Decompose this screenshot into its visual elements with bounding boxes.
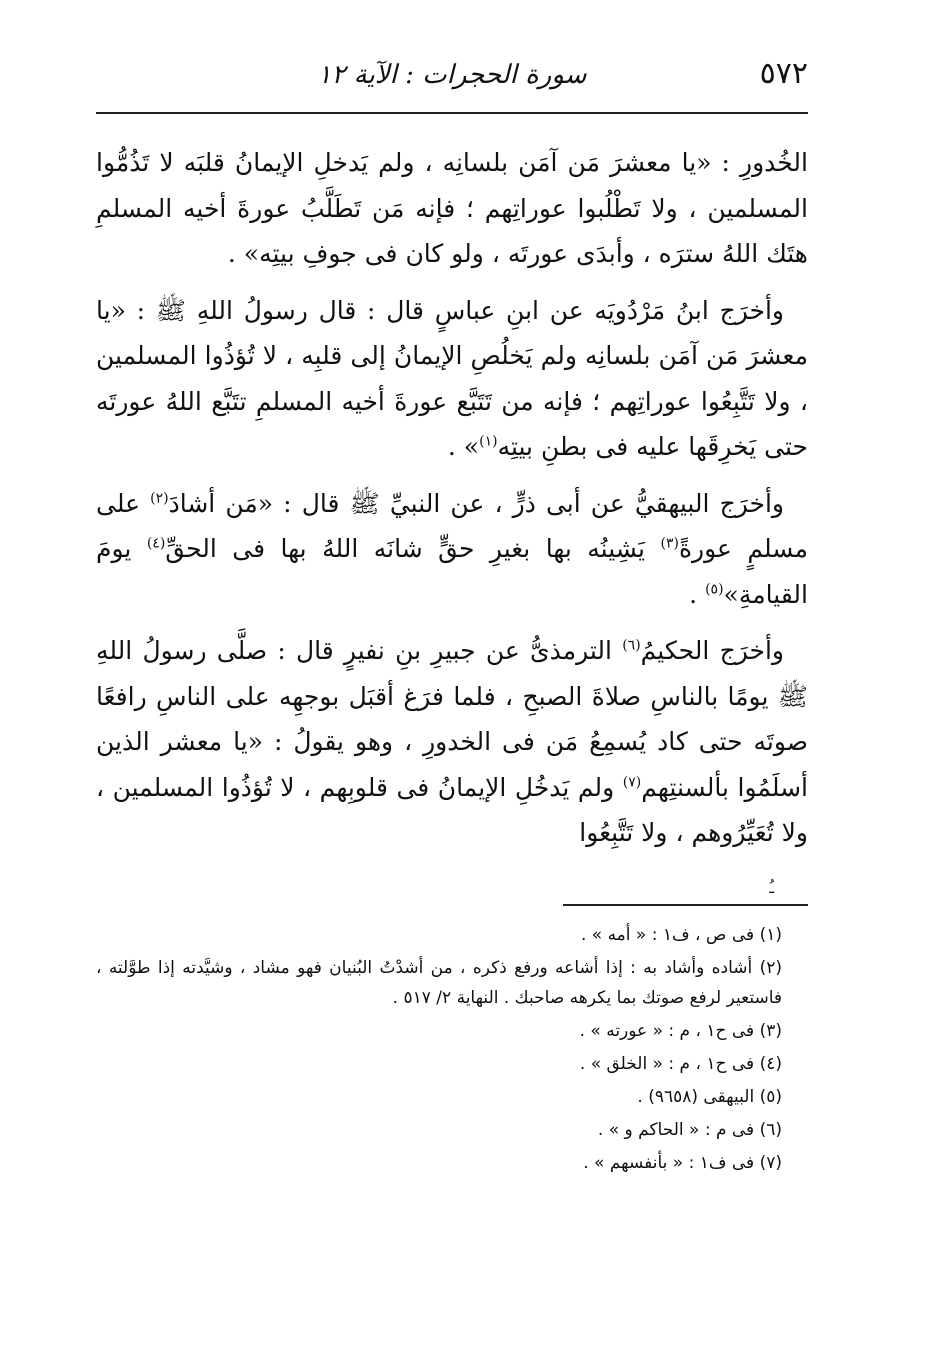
- footnote-marker-7[interactable]: (٧): [622, 774, 642, 791]
- footnote-marker-6[interactable]: (٦): [622, 637, 641, 654]
- paragraph-3-text-2: على مسلمٍ عورةً: [96, 488, 808, 563]
- main-text: [96, 140, 808, 867]
- footnote-marker-3[interactable]: (٣): [660, 535, 679, 552]
- paragraph-4: [96, 628, 808, 856]
- footnote-marker-4[interactable]: (٤): [146, 535, 166, 552]
- header-rule: [96, 112, 808, 114]
- footnote-4: (٤) فى ح١ ، م : « الخلق » .: [579, 1054, 782, 1074]
- paragraph-2-tail: » .: [447, 432, 480, 461]
- paragraph-4-text: وأخرَج الحكيمُ: [640, 636, 784, 665]
- footnote-5: (٥) البيهقى (٩٦٥٨) .: [637, 1087, 782, 1107]
- paragraph-1-text: الخُدورِ : «يا معشرَ مَن آمَن بلسانِه ، ولم يَدخلِ الإيمانُ قلبَه لا تَذُمُّوا المسلمين ، ولا تَطْلُبوا عوراتِهم ؛ فإنه مَن تَطَلَّبُ عورةَ أخيه المسلمِ هتَك اللهُ سترَه ، وأبدَى عورتَه ، ولو كان فى جوفِ بيتِه» .: [96, 148, 808, 268]
- footnote-7: (٧) فى ف١ : « بأنفسهم » .: [583, 1153, 782, 1173]
- footnote-2: (٢) أشاده وأشاد به : إذا أشاعه ورفع ذكره ، من أشدْتُ البُنيان فهو مشاد ، وشيَّدته إذا طوَّلته ، فاستعير لرفع صوتك بما يكرهه صاحبك . النهاية ٢/ ٥١٧ .: [96, 958, 782, 1008]
- paragraph-1: [96, 140, 808, 277]
- footnote-1: (١) فى ص ، ف١ : « أمه » .: [580, 925, 782, 945]
- footnote-6: (٦) فى م : « الحاكم و » .: [597, 1120, 782, 1140]
- footnote-marker-2[interactable]: (٢): [150, 490, 169, 507]
- footnote-separator: [563, 904, 808, 906]
- footnote-marker-5[interactable]: (٥): [705, 581, 724, 598]
- page-header: [96, 52, 808, 102]
- footnote-3: (٣) فى ح١ ، م : « عورته » .: [579, 1021, 782, 1041]
- paragraph-3-text-3: يَشِينُه بها بغيرِ حقٍّ شانَه اللهُ بها فى الحقِّ: [165, 534, 661, 563]
- hanging-diacritic: ـُ: [769, 878, 774, 897]
- running-head: سورة الحجرات : الآية ١٢: [317, 60, 587, 90]
- paragraph-3-tail: .: [689, 579, 706, 609]
- paragraph-3-text-4: يومَ القيامةِ»: [96, 534, 808, 609]
- footnotes: [96, 920, 782, 1181]
- paragraph-2-text: وأخرَج ابنُ مَرْدُويَه عن ابنِ عباسٍ قال : قال رسولُ اللهِ ﷺ : «يا معشرَ مَن آمَن بلسانِه ولم يَخلُصِ الإيمانُ إلى قلبِه ، لا تُؤذُوا المسلمين ، ولا تَتَّبِعُوا عوراتِهم ؛ فإنه من تَتَبَّع عورةَ أخيه المسلمِ تتَبَّع اللهُ عورتَه حتى يَخرِقَها عليه فى بطنِ بيتِه: [96, 295, 808, 461]
- paragraph-2: [96, 288, 808, 470]
- paragraph-3-text: وأخرَج البيهقيُّ عن أبى ذرٍّ ، عن النبيِّ ﷺ قال : «مَن أشادَ: [168, 488, 784, 518]
- footnote-marker-1[interactable]: (١): [479, 433, 498, 450]
- page-number: ٥٧٢: [759, 56, 808, 91]
- paragraph-3: [96, 481, 808, 618]
- paragraph-4-text-3: ولم يَدخُلِ الإيمانُ فى قلوبِهم ، لا تُؤذُوا المسلمين ، ولا تُعَيِّرُوهم ، ولا تَتَّبِعُوا: [96, 772, 808, 847]
- paragraph-4-text-2: الترمذىُّ عن جبيرِ بنِ نفيرٍ قال : صلَّى رسولُ اللهِ ﷺ يومًا بالناسِ صلاةَ الصبحِ ، فلما فرَغ أقبَل بوجهِه على الناسِ رافعًا صوتَه حتى كاد يُسمِعُ مَن فى الخدورِ ، وهو يقولُ : «يا معشر الذين أسلَمُوا بألسنتِهم: [96, 636, 808, 802]
